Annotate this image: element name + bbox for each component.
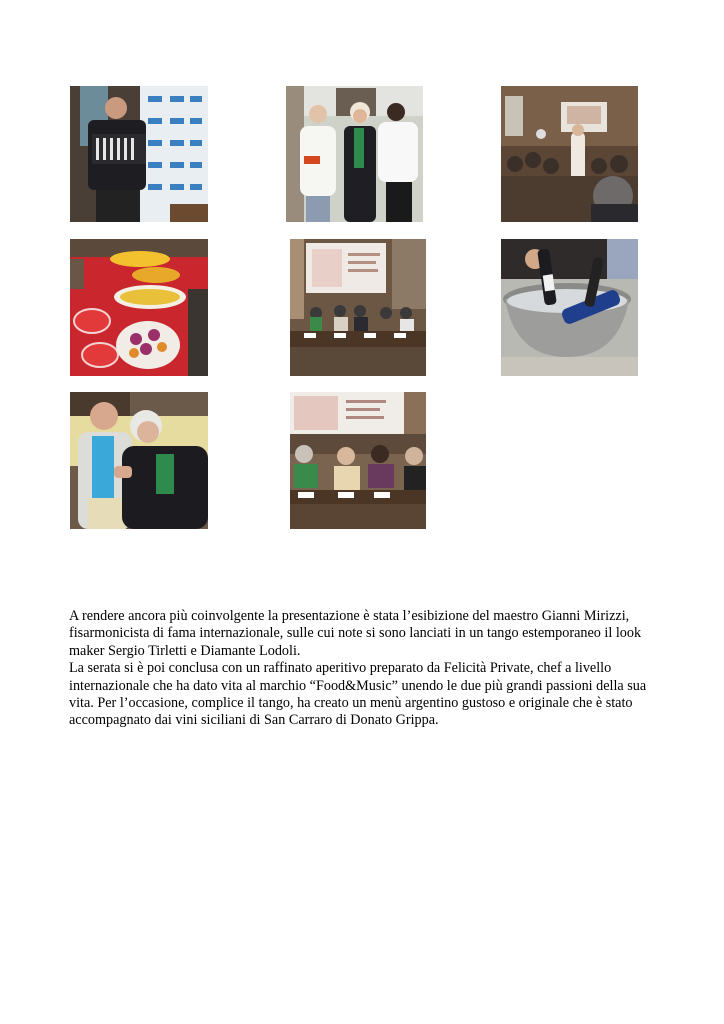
wine-bucket-photo <box>501 239 638 376</box>
conference-panel-photo <box>290 239 426 376</box>
accordion-player-photo <box>70 86 208 222</box>
couple-sofa-photo <box>70 392 208 529</box>
panel-speakers-photo <box>290 392 426 529</box>
article-paragraph-1: A rendere ancora più coinvolgente la presentazione è stata l’esibizione del maestro Gianni Mirizzi, fisarmonicista di fama internazionale, sulle cui note si sono lanciati in un tango estemporaneo il look maker Sergio Tirletti e Diamante Lodoli. <box>69 608 642 659</box>
article-paragraph-2: La serata si è poi conclusa con un raffinato aperitivo preparato da Felicità Private, chef a livello internazionale che ha dato vita al marchio “Food&Music” unendo le due più grandi passioni della sua vita. Per l’occasione, complice il tango, ha creato un menù argentino gustoso e originale che è stato accompagnato dai vini siciliani di San Carraro di Donato Grippa. <box>69 660 647 729</box>
buffet-table-photo <box>70 239 208 376</box>
article-text <box>69 608 659 730</box>
hall-audience-photo <box>501 86 638 222</box>
three-women-photo <box>286 86 423 222</box>
